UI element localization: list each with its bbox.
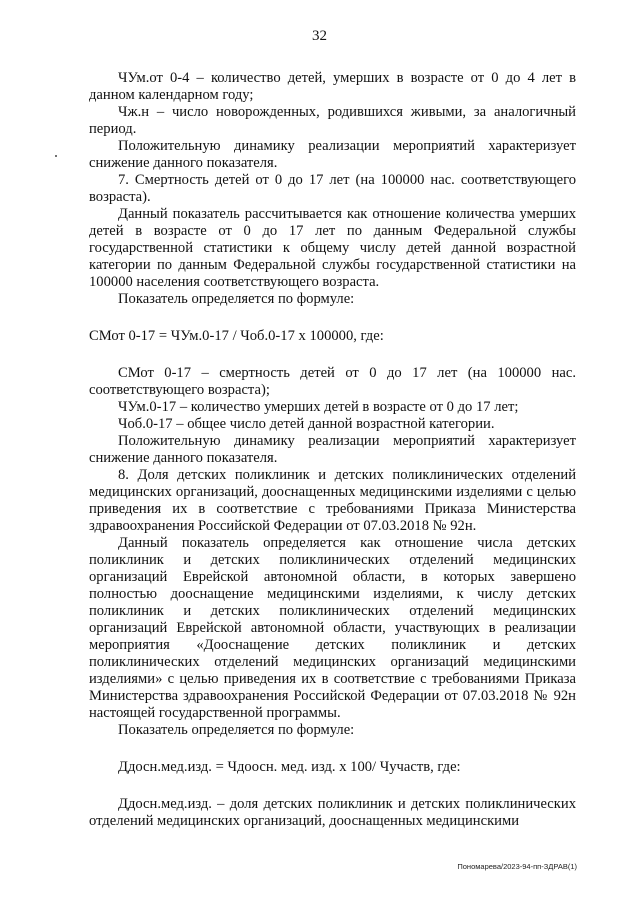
section-7-heading: 7. Смертность детей от 0 до 17 лет (на 100000 нас. соответствующего возраста). (89, 172, 576, 205)
paragraph-11: Положительную динамику реализации мероприятий характеризует снижение данного показателя. (89, 433, 576, 466)
formula-intro-2: Показатель определяется по формуле: (118, 722, 355, 738)
paragraph-13: Данный показатель определяется как отношение числа детских поликлиник и детских поликлинических отделений медицинских организаций Еврейской автономной области, в которых завершено полностью дооснащение медицинскими изделиями, к числу детских поликлиник и детских поликлинических отделений медицинских организаций Еврейской автономной области, участвующих в реализации мероприятия «Дооснащение детских поликлиник и детских поликлинических отделений медицинских организаций медицинскими изделиями» с целью приведения их в соответствие с требованиями Приказа Министерства здравоохранения Российской Федерации от 07.03.2018 № 92н настоящей государственной программы. (89, 535, 576, 721)
formula-2: Ддосн.мед.изд. = Чдоосн. мед. изд. х 100/ Чучаств, где: (118, 759, 461, 775)
paragraph-9: ЧУм.0-17 – количество умерших детей в возрасте от 0 до 17 лет; (118, 399, 519, 415)
paragraph-3: Положительную динамику реализации мероприятий характеризует снижение данного показателя. (89, 138, 576, 171)
page-number: 32 (312, 28, 327, 44)
spacer (89, 776, 576, 796)
paragraph-5: Данный показатель рассчитывается как отношение количества умерших детей в возрасте от 0 до 17 лет по данным Федеральной службы государственной статистики к общему числу детей данной возрастной категории по данным Федеральной службы государственной статистики на 100000 населения соответствующего возраста. (89, 206, 576, 290)
paragraph-10: Чоб.0-17 – общее число детей данной возрастной категории. (118, 416, 495, 432)
paragraph-8: СМот 0-17 – смертность детей от 0 до 17 лет (на 100000 нас. соответствующего возраста); (89, 365, 576, 398)
formula-1: СМот 0-17 = ЧУм.0-17 / Чоб.0-17 х 100000, где: (89, 328, 384, 344)
spacer (89, 308, 576, 328)
spacer (89, 345, 576, 365)
paragraph-16: Ддосн.мед.изд. – доля детских поликлиник и детских поликлинических отделений медицинских организаций, дооснащенных медицинскими (89, 796, 576, 829)
section-8-heading: 8. Доля детских поликлиник и детских поликлинических отделений медицинских организаций, дооснащенных медицинскими изделиями с целью приведения их в соответствие с требованиями Приказа Министерства здравоохранения Российской Федерации от 07.03.2018 № 92н. (89, 467, 576, 534)
paragraph-2: Чж.н – число новорожденных, родившихся живыми, за аналогичный период. (89, 104, 576, 137)
scan-speck (55, 155, 57, 157)
formula-intro-1: Показатель определяется по формуле: (118, 291, 355, 307)
footer-doc-code: Пономарева/2023-94-пп-ЗДРАВ(1) (457, 862, 577, 871)
document-body (89, 70, 576, 830)
spacer (89, 739, 576, 759)
paragraph-1: ЧУм.от 0-4 – количество детей, умерших в возрасте от 0 до 4 лет в данном календарном году; (89, 70, 576, 103)
